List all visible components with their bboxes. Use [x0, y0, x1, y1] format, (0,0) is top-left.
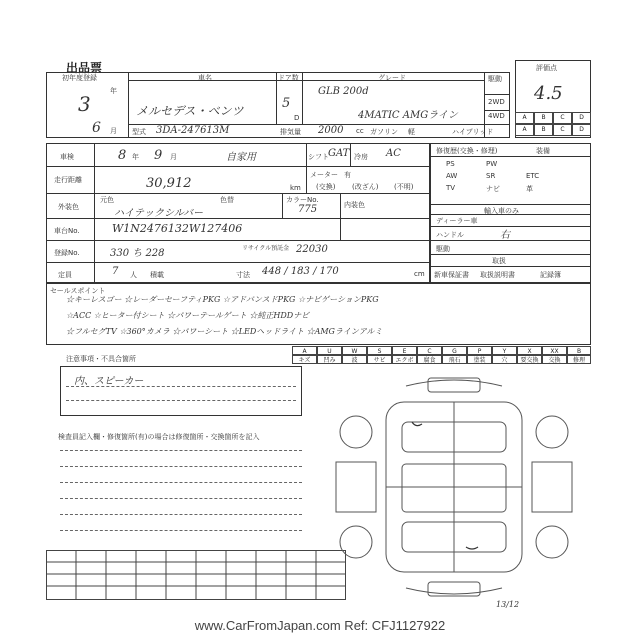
cc-label: 排気量	[280, 128, 301, 136]
plate-label: 登録No.	[54, 249, 80, 257]
mileage-value: 30,912	[146, 176, 192, 191]
shaken-year: 8	[118, 148, 127, 163]
form-title: 出品票	[66, 61, 103, 75]
plate-value: 330 ち 228	[110, 248, 165, 259]
meter-opt-replaced: (交換)	[316, 183, 336, 191]
drive-label: 駆動	[488, 75, 502, 83]
first-reg-label: 初年度登録	[62, 74, 97, 82]
opt-leather: 革	[526, 185, 533, 193]
recycle-value: 22030	[296, 244, 328, 255]
opt-navi: ナビ	[486, 185, 500, 193]
shaken-month-unit: 月	[170, 153, 177, 161]
sales-line-3: ☆フルセグTV ☆360°カメラ ☆パワーシート ☆LEDヘッドライト ☆AMGラインアルミ	[66, 327, 383, 336]
grade-label: グレード	[378, 74, 406, 82]
colorchange-label: 色替	[220, 196, 234, 204]
meter-opt-altered: (改ざん)	[352, 183, 379, 191]
score-value: 4.5	[534, 83, 563, 104]
watermark-text: www.CarFromJapan.com Ref: CFJ1127922	[194, 618, 446, 633]
cc-unit: cc	[356, 127, 364, 135]
opt-etc: ETC	[526, 172, 540, 180]
capacity-value: 7	[112, 266, 119, 277]
capacity-unit: 人	[130, 271, 137, 279]
notes-value: 内、スピーカー	[74, 376, 144, 387]
damage-legend: A U W S E C G P Y X XX B キズ 凹み 波 サビ エクボ 腐食 飛石 塗装 穴 要交換 交換 修理	[292, 346, 591, 364]
interior-grade-grid: A B C D A B C D	[515, 112, 591, 138]
size-value: 448 / 183 / 170	[262, 266, 339, 277]
colorno-label: カラーNo.	[286, 196, 319, 204]
color-value: ハイテックシルバー	[114, 208, 204, 219]
sales-line-2: ☆ACC ☆ヒーター付シート ☆パワーテールゲート ☆純正HDDナビ	[66, 311, 310, 320]
drive-2wd: 2WD	[488, 98, 505, 106]
model-value: 3DA-247613M	[156, 125, 230, 136]
mileage-label: 走行距離	[54, 176, 82, 184]
opt-pw: PW	[486, 160, 498, 168]
carname-value: メルセデス・ベンツ	[136, 104, 244, 118]
first-reg-month: 6	[92, 120, 101, 136]
shift-label: シフト	[308, 153, 329, 161]
handle-value: 右	[500, 230, 510, 241]
mileage-unit: km	[290, 184, 301, 192]
car-damage-diagram	[316, 372, 592, 602]
meter-label: メーター	[310, 171, 338, 179]
exterior-label: 外装色	[58, 203, 79, 211]
import-label: 輸入車のみ	[484, 207, 519, 215]
manual-label: 取扱説明書	[480, 271, 515, 279]
records-label: 記録簿	[540, 271, 561, 279]
shaken-month: 9	[154, 148, 163, 163]
shaken-year-unit: 年	[132, 153, 139, 161]
opt-tv: TV	[446, 184, 456, 192]
misc-label: 取扱	[492, 257, 506, 265]
footer-number: 13/12	[496, 600, 520, 609]
drive-side-label: 駆動	[436, 245, 450, 253]
bottom-check-grid	[46, 550, 346, 600]
size-unit: cm	[414, 270, 425, 278]
capacity-label: 定員	[58, 271, 72, 279]
warranty-label: 新車保証書	[434, 271, 469, 279]
shift-value: GAT	[328, 148, 350, 159]
aircon-value: AC	[386, 148, 401, 159]
aircon-label: 冷房	[354, 153, 368, 161]
month-unit: 月	[110, 127, 117, 135]
recycle-label: リサイクル預託金	[242, 245, 290, 252]
doors-label: ドア数	[278, 74, 299, 82]
dealer-label: ディーラー車	[436, 217, 478, 225]
grade-value-1: GLB 200d	[318, 86, 369, 97]
year-unit: 年	[110, 87, 117, 95]
model-label: 型式	[132, 128, 146, 136]
opt-aw: AW	[446, 172, 458, 180]
notes-label: 注意事項・不具合箇所	[66, 355, 136, 363]
usage-value: 自家用	[226, 152, 256, 163]
colorno-value: 775	[298, 204, 318, 215]
interior-color-label: 内装色	[344, 201, 365, 209]
vin-value: W1N2476132W127406	[112, 222, 243, 235]
fuel-gasoline: ガソリン	[370, 128, 398, 136]
car-outline-icon	[316, 372, 592, 602]
doors-value: 5	[282, 96, 291, 111]
score-label: 評価点	[536, 64, 557, 72]
fuel-diesel: 軽	[408, 128, 415, 136]
size-label: 寸法	[236, 271, 250, 279]
vin-label: 車台No.	[54, 227, 80, 235]
opt-ps: PS	[446, 160, 455, 168]
inspector-label: 検査員記入欄・修復箇所(有)の場合は修復箇所・交換箇所を記入	[58, 433, 260, 441]
origcolor-label: 元色	[100, 196, 114, 204]
meter-opt-genuine: 有	[344, 171, 351, 179]
repair-label: 修復歴(交換・修理)	[436, 147, 498, 155]
sales-line-1: ☆キーレスゴー ☆レーダーセーフティPKG ☆アドバンスドPKG ☆ナビゲーションPKG	[66, 295, 379, 304]
loading-label: 積載	[150, 271, 164, 279]
opt-sr: SR	[486, 172, 496, 180]
shaken-label: 車検	[60, 153, 74, 161]
fuel-hybrid: ハイブリッド	[452, 128, 494, 136]
grade-value-2: 4MATIC AMGライン	[358, 110, 458, 121]
equip-label: 装備	[536, 147, 550, 155]
handle-label: ハンドル	[436, 231, 464, 239]
cc-value: 2000	[318, 125, 344, 136]
first-reg-year: 3	[78, 92, 91, 116]
drive-4wd: 4WD	[488, 112, 505, 120]
doors-unit: D	[294, 114, 300, 122]
carname-label: 車名	[198, 74, 212, 82]
meter-opt-unknown: (不明)	[394, 183, 414, 191]
sales-points-label: セールスポイント	[50, 287, 106, 295]
bottom-grid-lines	[46, 550, 346, 600]
